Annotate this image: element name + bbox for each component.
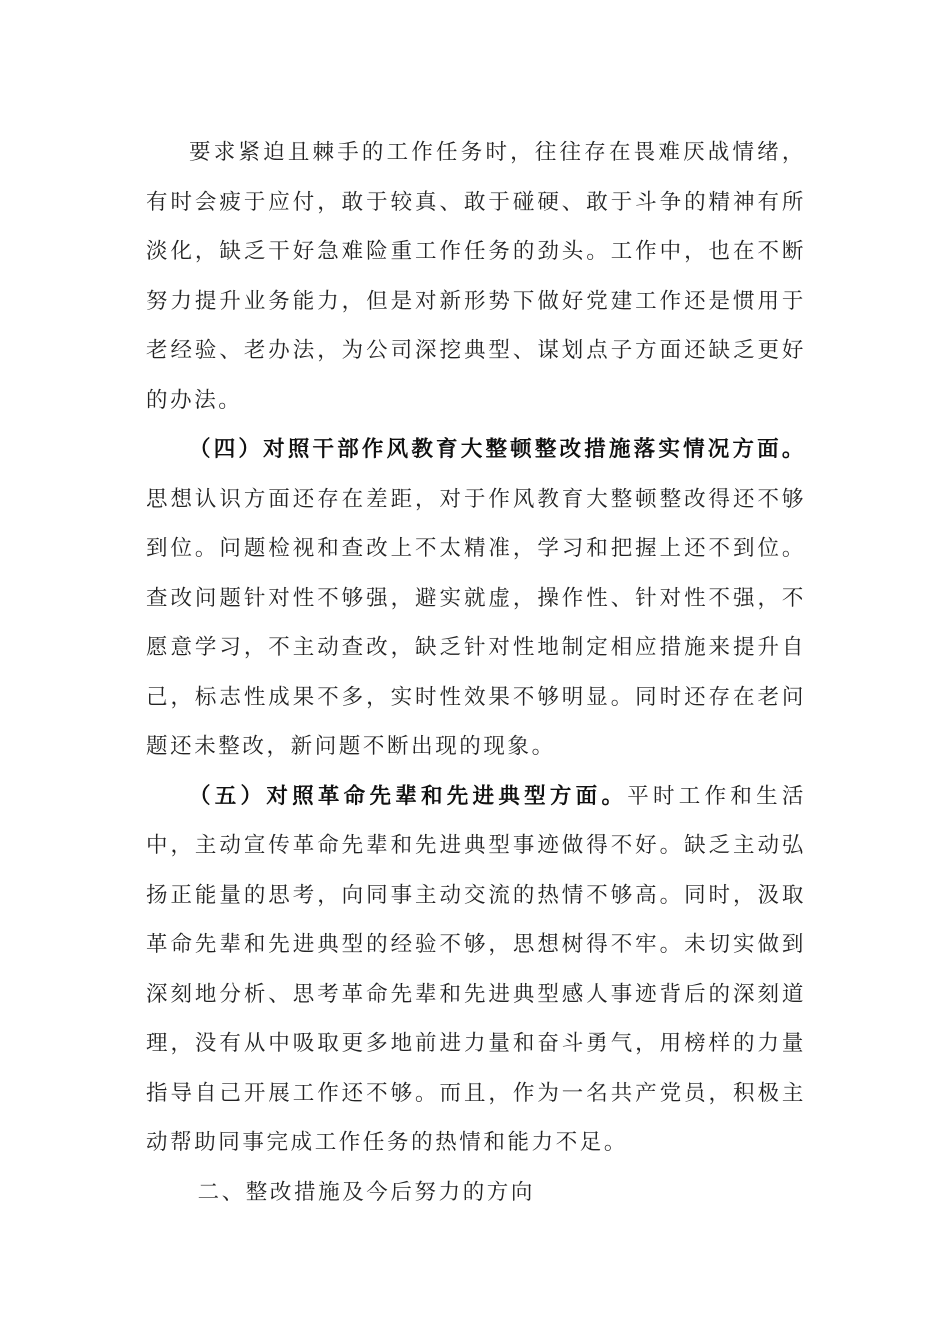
paragraph-continuation [146, 128, 806, 425]
paragraph-section-five [146, 772, 806, 1168]
paragraph-text: 平时工作和生活中，主动宣传革命先辈和先进典型事迹做得不好。缺乏主动弘扬正能量的思考，向同事主动交流的热情不够高。同时，汲取革命先辈和先进典型的经验不够，思想树得不牢。未切实做到深刻地分析、思考革命先辈和先进典型感人事迹背后的深刻道理，没有从中吸取更多地前进力量和奋斗勇气，用榜样的力量指导自己开展工作还不够。而且，作为一名共产党员，积极主动帮助同事完成工作任务的热情和能力不足。 [146, 783, 807, 1155]
section-title: 二、整改措施及今后努力的方向 [197, 1179, 535, 1205]
paragraph-section-four [146, 425, 806, 772]
inline-heading-five: （五）对照革命先辈和先进典型方面。 [189, 783, 628, 809]
paragraph-text: 要求紧迫且棘手的工作任务时，往往存在畏难厌战情绪，有时会疲于应付，敢于较真、敢于碰硬、敢于斗争的精神有所淡化，缺乏干好急难险重工作任务的劲头。工作中，也在不断努力提升业务能力，但是对新形势下做好党建工作还是惯用于老经验、老办法，为公司深挖典型、谋划点子方面还缺乏更好的办法。 [146, 140, 806, 413]
inline-heading-four: （四）对照干部作风教育大整顿整改措施落实情况方面。 [189, 437, 806, 462]
paragraph-text: 思想认识方面还存在差距，对于作风教育大整顿整改得还不够到位。问题检视和查改上不太精准，学习和把握上还不到位。查改问题针对性不够强，避实就虚，操作性、针对性不强，不愿意学习，不主动查改，缺乏针对性地制定相应措施来提升自己，标志性成果不多，实时性效果不够明显。同时还存在老问题还未整改，新问题不断出现的现象。 [146, 486, 806, 759]
document-body [146, 128, 806, 1217]
